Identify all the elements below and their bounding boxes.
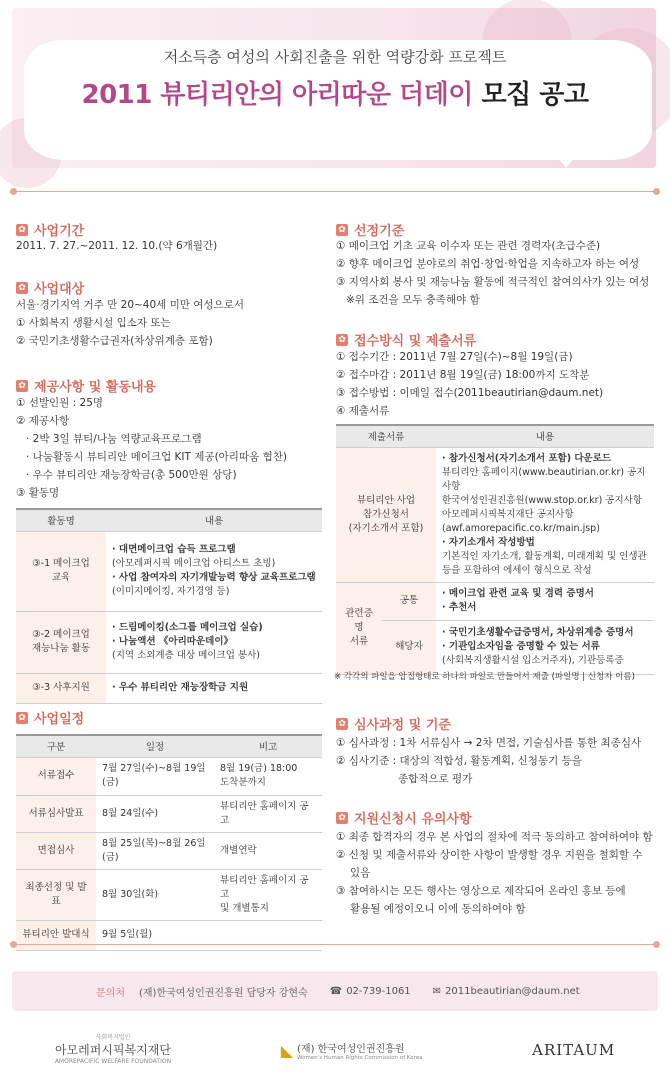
schedule-cell: 뷰티리안 발대식 (16, 920, 96, 950)
doc-content (436, 582, 654, 620)
title-main: 2011 뷰티리안의 아리따운 더데이 (81, 80, 473, 110)
doc-sub-label: 해당자 (382, 620, 436, 674)
review-line: ① 심사과정 : 1차 서류심사 → 2차 면접, 기술심사를 통한 최종심사 (336, 737, 642, 749)
content-line: 등을 포함하여 에세이 형식으로 작성 (442, 564, 592, 576)
speech-bubble-tail (552, 150, 580, 168)
flower-bullet-icon: ✿ (16, 282, 28, 294)
content-line: 아모레퍼시픽복지재단 공지사항 (442, 508, 574, 520)
apply-line: ③ 접수방법 : 이메일 접수(2011beautirian@daum.net) (336, 387, 604, 399)
flower-bullet-icon: ✿ (16, 380, 28, 392)
divider (12, 944, 658, 945)
schedule-cell: 면접심사 (16, 832, 96, 869)
table-row (16, 611, 322, 673)
review-line: 종합적으로 평가 (398, 773, 473, 785)
flower-bullet-icon: ✿ (336, 718, 348, 730)
schedule-cell: 최종선정 및 발표 (16, 869, 96, 920)
table-header: 구분 (16, 735, 96, 757)
page-title (0, 74, 670, 111)
flower-bullet-icon: ✿ (16, 224, 28, 236)
institute-emblem-icon: ◣ (280, 1040, 294, 1060)
content-line: (이미지메이킹, 자기경영 등) (112, 586, 230, 597)
section-apply (336, 330, 476, 349)
content-line: · 대면메이크업 습득 프로그램 (112, 544, 236, 555)
content-line: · 메이크업 관련 교육 및 경력 증명서 (442, 588, 594, 599)
section-title: 사업대상 (34, 282, 85, 297)
section-caution (336, 808, 472, 827)
caution-line: ③ 참여하시는 모든 행사는 영상으로 제작되어 온라인 홍보 등에 (336, 885, 626, 897)
activity-content (106, 531, 322, 611)
doc-sub-label: 공통 (382, 582, 436, 620)
content-line: (사회복지생활시설 입소거주자), 기관등록증 (442, 655, 624, 666)
mail-icon: ✉ (432, 985, 442, 997)
schedule-cell: 8월 24일(수) (96, 795, 214, 832)
section-review (336, 714, 451, 733)
target-line: ② 국민기초생활수급권자(차상위계층 포함) (16, 335, 213, 347)
aritaum-logo: ARITAUM (532, 1041, 616, 1059)
documents-table (336, 424, 654, 675)
page-subtitle: 저소득층 여성의 사회진출을 위한 역량강화 프로젝트 (163, 48, 507, 66)
section-title: 접수방식 및 제출서류 (354, 334, 477, 349)
section-title: 사업기간 (34, 224, 85, 239)
schedule-cell: 8월 25일(목)~8월 26일(금) (96, 832, 214, 869)
section-target (16, 278, 84, 297)
schedule-cell: 8월 19(금) 18:00 도착분까지 (214, 757, 322, 795)
activity-name: ③-2 메이크업 재능나눔 활동 (16, 611, 106, 673)
content-line: · 나눔액션 《아리따운데이》 (112, 636, 233, 647)
table-row (16, 832, 322, 869)
schedule-table (16, 734, 322, 951)
table-header: 제출서류 (336, 425, 436, 447)
criteria-note: ※위 조건을 모두 충족해야 함 (346, 294, 480, 306)
review-line: ② 심사기준 : 대상의 적합성, 활동계획, 신청동기 등을 (336, 755, 582, 767)
provide-line: ③ 활동명 (16, 487, 60, 499)
table-header: 비고 (214, 735, 322, 757)
table-header: 활동명 (16, 509, 106, 531)
flower-bullet-icon: ✿ (336, 812, 348, 824)
contact-label: 문의처 (96, 987, 125, 999)
doc-content (436, 620, 654, 674)
section-schedule (16, 708, 84, 727)
provide-line: ① 선발인원 : 25명 (16, 397, 104, 409)
table-row (336, 620, 654, 674)
content-line: · 국민기초생활수급증명서, 차상위계층 증명서 (442, 627, 634, 638)
schedule-cell: 9월 5일(월) (96, 920, 214, 950)
criteria-line: ③ 지역사회 봉사 및 재능나눔 활동에 적극적인 참여의사가 있는 여성 (336, 276, 650, 288)
amorepacific-foundation-logo (55, 1032, 171, 1068)
caution-line: ② 신청 및 제출서류와 상이한 사항이 발생할 경우 지원을 철회할 수 (336, 849, 643, 861)
activity-content (106, 611, 322, 673)
table-row (16, 869, 322, 920)
table-row (16, 757, 322, 795)
content-line: · 기관입소자임을 증명할 수 있는 서류 (442, 641, 600, 652)
file-note: ※ 각각의 파일을 압집형태로 하나의 파일로 만들어서 제출 (파일명 | 신청자 이름) (334, 672, 635, 682)
logo-small-text: Women's Human Rights Commission of Korea (297, 1054, 423, 1061)
caution-line: 있음 (350, 867, 371, 879)
content-line: · 참가신청서(자기소개서 포함) 다운로드 (442, 452, 612, 464)
doc-content (436, 447, 654, 582)
doc-name: 뷰티리안 사업 참가신청서 (자기소개서 포함) (336, 447, 436, 582)
apply-line: ④ 제출서류 (336, 405, 390, 417)
schedule-cell: 7월 27일(수)~8월 19일(금) (96, 757, 214, 795)
provide-line: · 2박 3일 뷰티/나눔 역량교육프로그램 (26, 433, 202, 445)
criteria-line: ② 향후 메이크업 분야로의 취업·창업·학업을 지속하고자 하는 여성 (336, 258, 640, 270)
table-row (16, 531, 322, 611)
contact-phone: 02-739-1061 (346, 985, 411, 997)
target-line: 서울·경기지역 거주 만 20~40세 미만 여성으로서 (16, 299, 244, 311)
divider (12, 191, 658, 192)
content-line: 한국여성인권진흥원(www.stop.or.kr) 공지사항 (442, 494, 643, 506)
content-line: · 자기소개서 작성방법 (442, 536, 535, 548)
schedule-cell: 뷰티리안 홈페이지 공고 및 개별통지 (214, 869, 322, 920)
section-provide (16, 376, 156, 395)
schedule-cell: 서류접수 (16, 757, 96, 795)
logo-small-text: AMOREPACIFIC WELFARE FOUNDATION (54, 1058, 172, 1065)
sponsor-logos (0, 1032, 670, 1068)
contact-bar (12, 971, 658, 1011)
content-line: (지역 소외계층 대상 메이크업 봉사) (112, 650, 260, 661)
section-title: 심사과정 및 기준 (354, 718, 451, 733)
schedule-cell (214, 920, 322, 950)
table-row (16, 673, 322, 703)
schedule-cell: 서류심사발표 (16, 795, 96, 832)
apply-line: ① 접수기간 : 2011년 7월 27일(수)~8월 19일(금) (336, 351, 573, 363)
schedule-cell: 뷰티리안 홈페이지 공고 (214, 795, 322, 832)
contact-org: (재)한국여성인권진흥원 담당자 강현숙 (138, 987, 308, 999)
content-line: 기본적인 자기소개, 활동계획, 미래계획 및 인생관 (442, 550, 647, 562)
content-line: · 드림메이킹(소그룹 메이크업 실습) (112, 622, 263, 633)
provide-line: ② 제공사항 (16, 415, 70, 427)
schedule-cell: 개별연락 (214, 832, 322, 869)
caution-line: ① 최종 합격자의 경우 본 사업의 절차에 적극 동의하고 참여하여야 함 (336, 831, 653, 843)
content-line: · 우수 뷰티리안 재능장학금 지원 (112, 682, 249, 693)
activity-name: ③-1 메이크업 교육 (16, 531, 106, 611)
section-title: 제공사항 및 활동내용 (34, 380, 157, 395)
table-header: 내용 (436, 425, 654, 447)
flower-bullet-icon: ✿ (336, 334, 348, 346)
table-row (16, 920, 322, 950)
provide-line: · 나눔활동시 뷰티리안 메이크업 KIT 제공(아리따움 협찬) (26, 451, 287, 463)
logo-small-text: 사회복지법인 (95, 1034, 131, 1041)
target-line: ① 사회복지 생활시설 입소자 또는 (16, 317, 171, 329)
logo-text: (재) 한국여성인권진흥원 (297, 1043, 405, 1055)
criteria-line: ① 메이크업 기초 교육 이수자 또는 관련 경력자(초급수준) (336, 240, 601, 252)
title-tail: 모집 공고 (481, 80, 589, 110)
contact-email[interactable]: 2011beautirian@daum.net (445, 985, 580, 997)
activity-content (106, 673, 322, 703)
content-line: · 추천서 (442, 602, 477, 613)
section-title: 지원신청시 유의사항 (354, 812, 472, 827)
womens-rights-institute-logo (281, 1040, 423, 1061)
content-line: · 사업 참여자의 자기개발능력 향상 교육프로그램 (112, 572, 316, 583)
doc-group-name: 관련증명 서류 (336, 582, 382, 674)
schedule-cell: 8월 30일(화) (96, 869, 214, 920)
section-title: 선정기준 (354, 224, 405, 239)
table-row (336, 447, 654, 582)
table-header: 일정 (96, 735, 214, 757)
logo-text: 아모레퍼시픽복지재단 (54, 1043, 171, 1057)
caution-line: 활용될 예정이오니 이에 동의하여야 함 (350, 903, 526, 915)
table-header: 내용 (106, 509, 322, 531)
section-title: 사업일정 (34, 712, 85, 727)
content-line: (awf.amorepacific.co.kr/main.jsp) (442, 522, 600, 534)
apply-line: ② 접수마감 : 2011년 8월 19일(금) 18:00까지 도착분 (336, 369, 590, 381)
period-text: 2011. 7. 27.~2011. 12. 10.(약 6개월간) (16, 240, 218, 252)
content-line: (아모레퍼시픽 메이크업 아티스트 초빙) (112, 558, 276, 569)
content-line: 뷰티리안 홈페이지(www.beautirian.or.kr) 공지사항 (442, 466, 646, 492)
table-row (16, 795, 322, 832)
flower-bullet-icon: ✿ (336, 224, 348, 236)
activity-name: ③-3 사후지원 (16, 673, 106, 703)
table-row (336, 582, 654, 620)
phone-icon: ☎ (329, 985, 343, 997)
activity-table (16, 508, 322, 704)
flower-bullet-icon: ✿ (16, 712, 28, 724)
provide-line: · 우수 뷰티리안 재능장학금(총 500만원 상당) (26, 469, 237, 481)
